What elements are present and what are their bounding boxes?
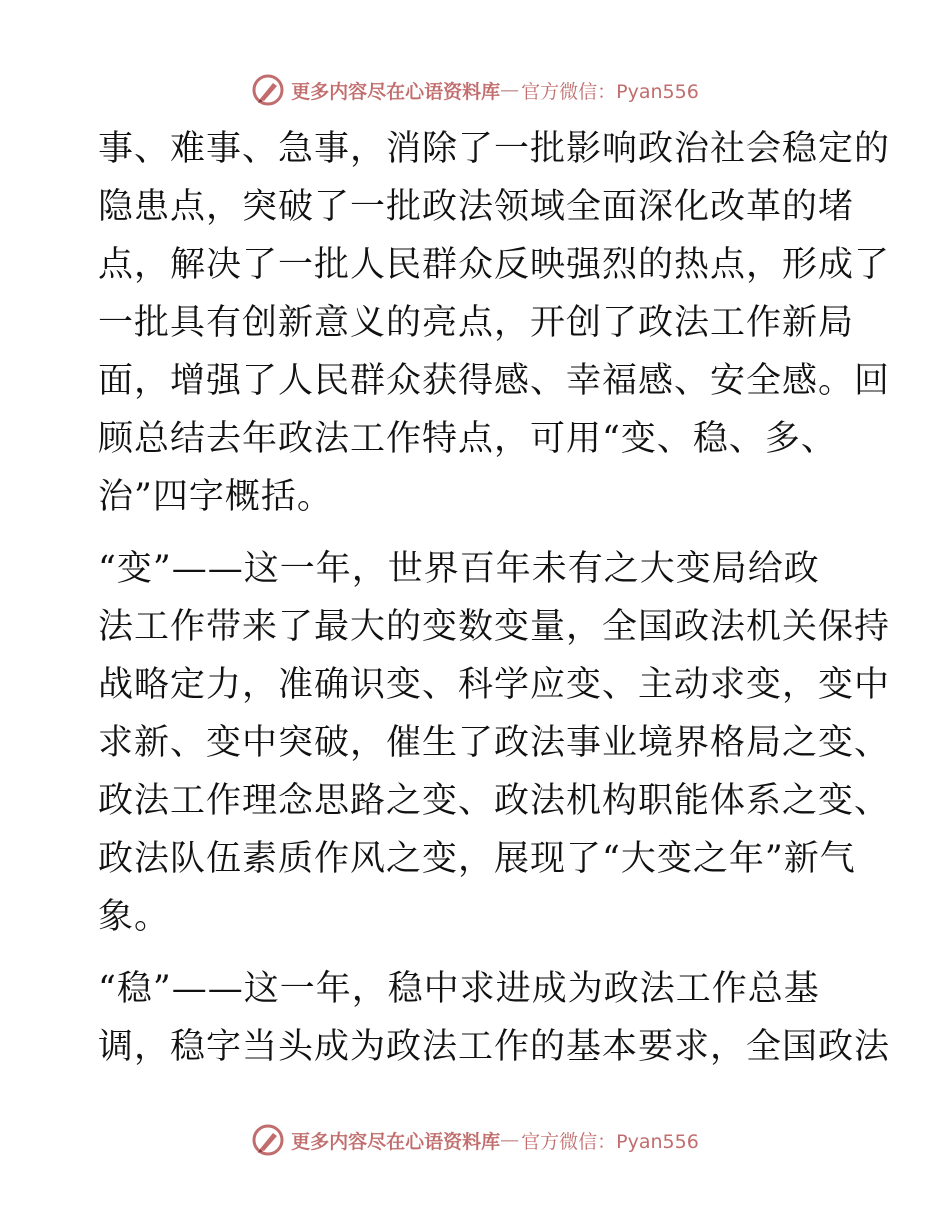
text-line: 象。 bbox=[98, 897, 171, 937]
pen-logo-icon bbox=[251, 1123, 285, 1157]
text-line: 点，解决了一批人民群众反映强烈的热点，形成了 bbox=[98, 245, 891, 285]
header-wechat-text: 官方微信：Pyan556 bbox=[521, 80, 699, 103]
text-line: 事、难事、急事，消除了一批影响政治社会稳定的 bbox=[98, 129, 891, 169]
text-line: “稳”——这一年，稳中求进成为政法工作总基 bbox=[98, 969, 820, 1009]
text-line: 政法工作理念思路之变、政法机构职能体系之变、 bbox=[98, 781, 891, 821]
text-line: 政法队伍素质作风之变，展现了“大变之年”新气 bbox=[98, 839, 856, 879]
text-line: 求新、变中突破，催生了政法事业境界格局之变、 bbox=[98, 723, 891, 763]
text-line: 顾总结去年政法工作特点，可用“变、稳、多、 bbox=[98, 419, 837, 459]
text-line: 一批具有创新意义的亮点，开创了政法工作新局 bbox=[98, 303, 855, 343]
text-line: 隐患点，突破了一批政法领域全面深化改革的堵 bbox=[98, 187, 855, 227]
footer-wechat-text: 官方微信：Pyan556 bbox=[521, 1130, 699, 1153]
text-line: 治”四字概括。 bbox=[98, 477, 333, 517]
page-footer-banner bbox=[0, 1120, 950, 1160]
text-line: 面，增强了人民群众获得感、幸福感、安全感。回 bbox=[98, 361, 891, 401]
paragraph-2 bbox=[98, 540, 891, 946]
footer-dash: — bbox=[500, 1129, 520, 1151]
text-line: 战略定力，准确识变、科学应变、主动求变，变中 bbox=[98, 665, 891, 705]
paragraph-3 bbox=[98, 960, 891, 1076]
header-dash: — bbox=[500, 79, 520, 101]
paragraph-1 bbox=[98, 120, 891, 526]
document-body bbox=[98, 120, 891, 1090]
text-line: 法工作带来了最大的变数变量，全国政法机关保持 bbox=[98, 607, 891, 647]
footer-banner-text: 更多内容尽在心语资料库 bbox=[291, 1130, 501, 1153]
header-banner-text: 更多内容尽在心语资料库 bbox=[291, 80, 501, 103]
pen-logo-icon bbox=[251, 73, 285, 107]
text-line: “变”——这一年，世界百年未有之大变局给政 bbox=[98, 549, 820, 589]
page-header-banner bbox=[0, 70, 950, 110]
text-line: 调，稳字当头成为政法工作的基本要求，全国政法 bbox=[98, 1027, 891, 1067]
